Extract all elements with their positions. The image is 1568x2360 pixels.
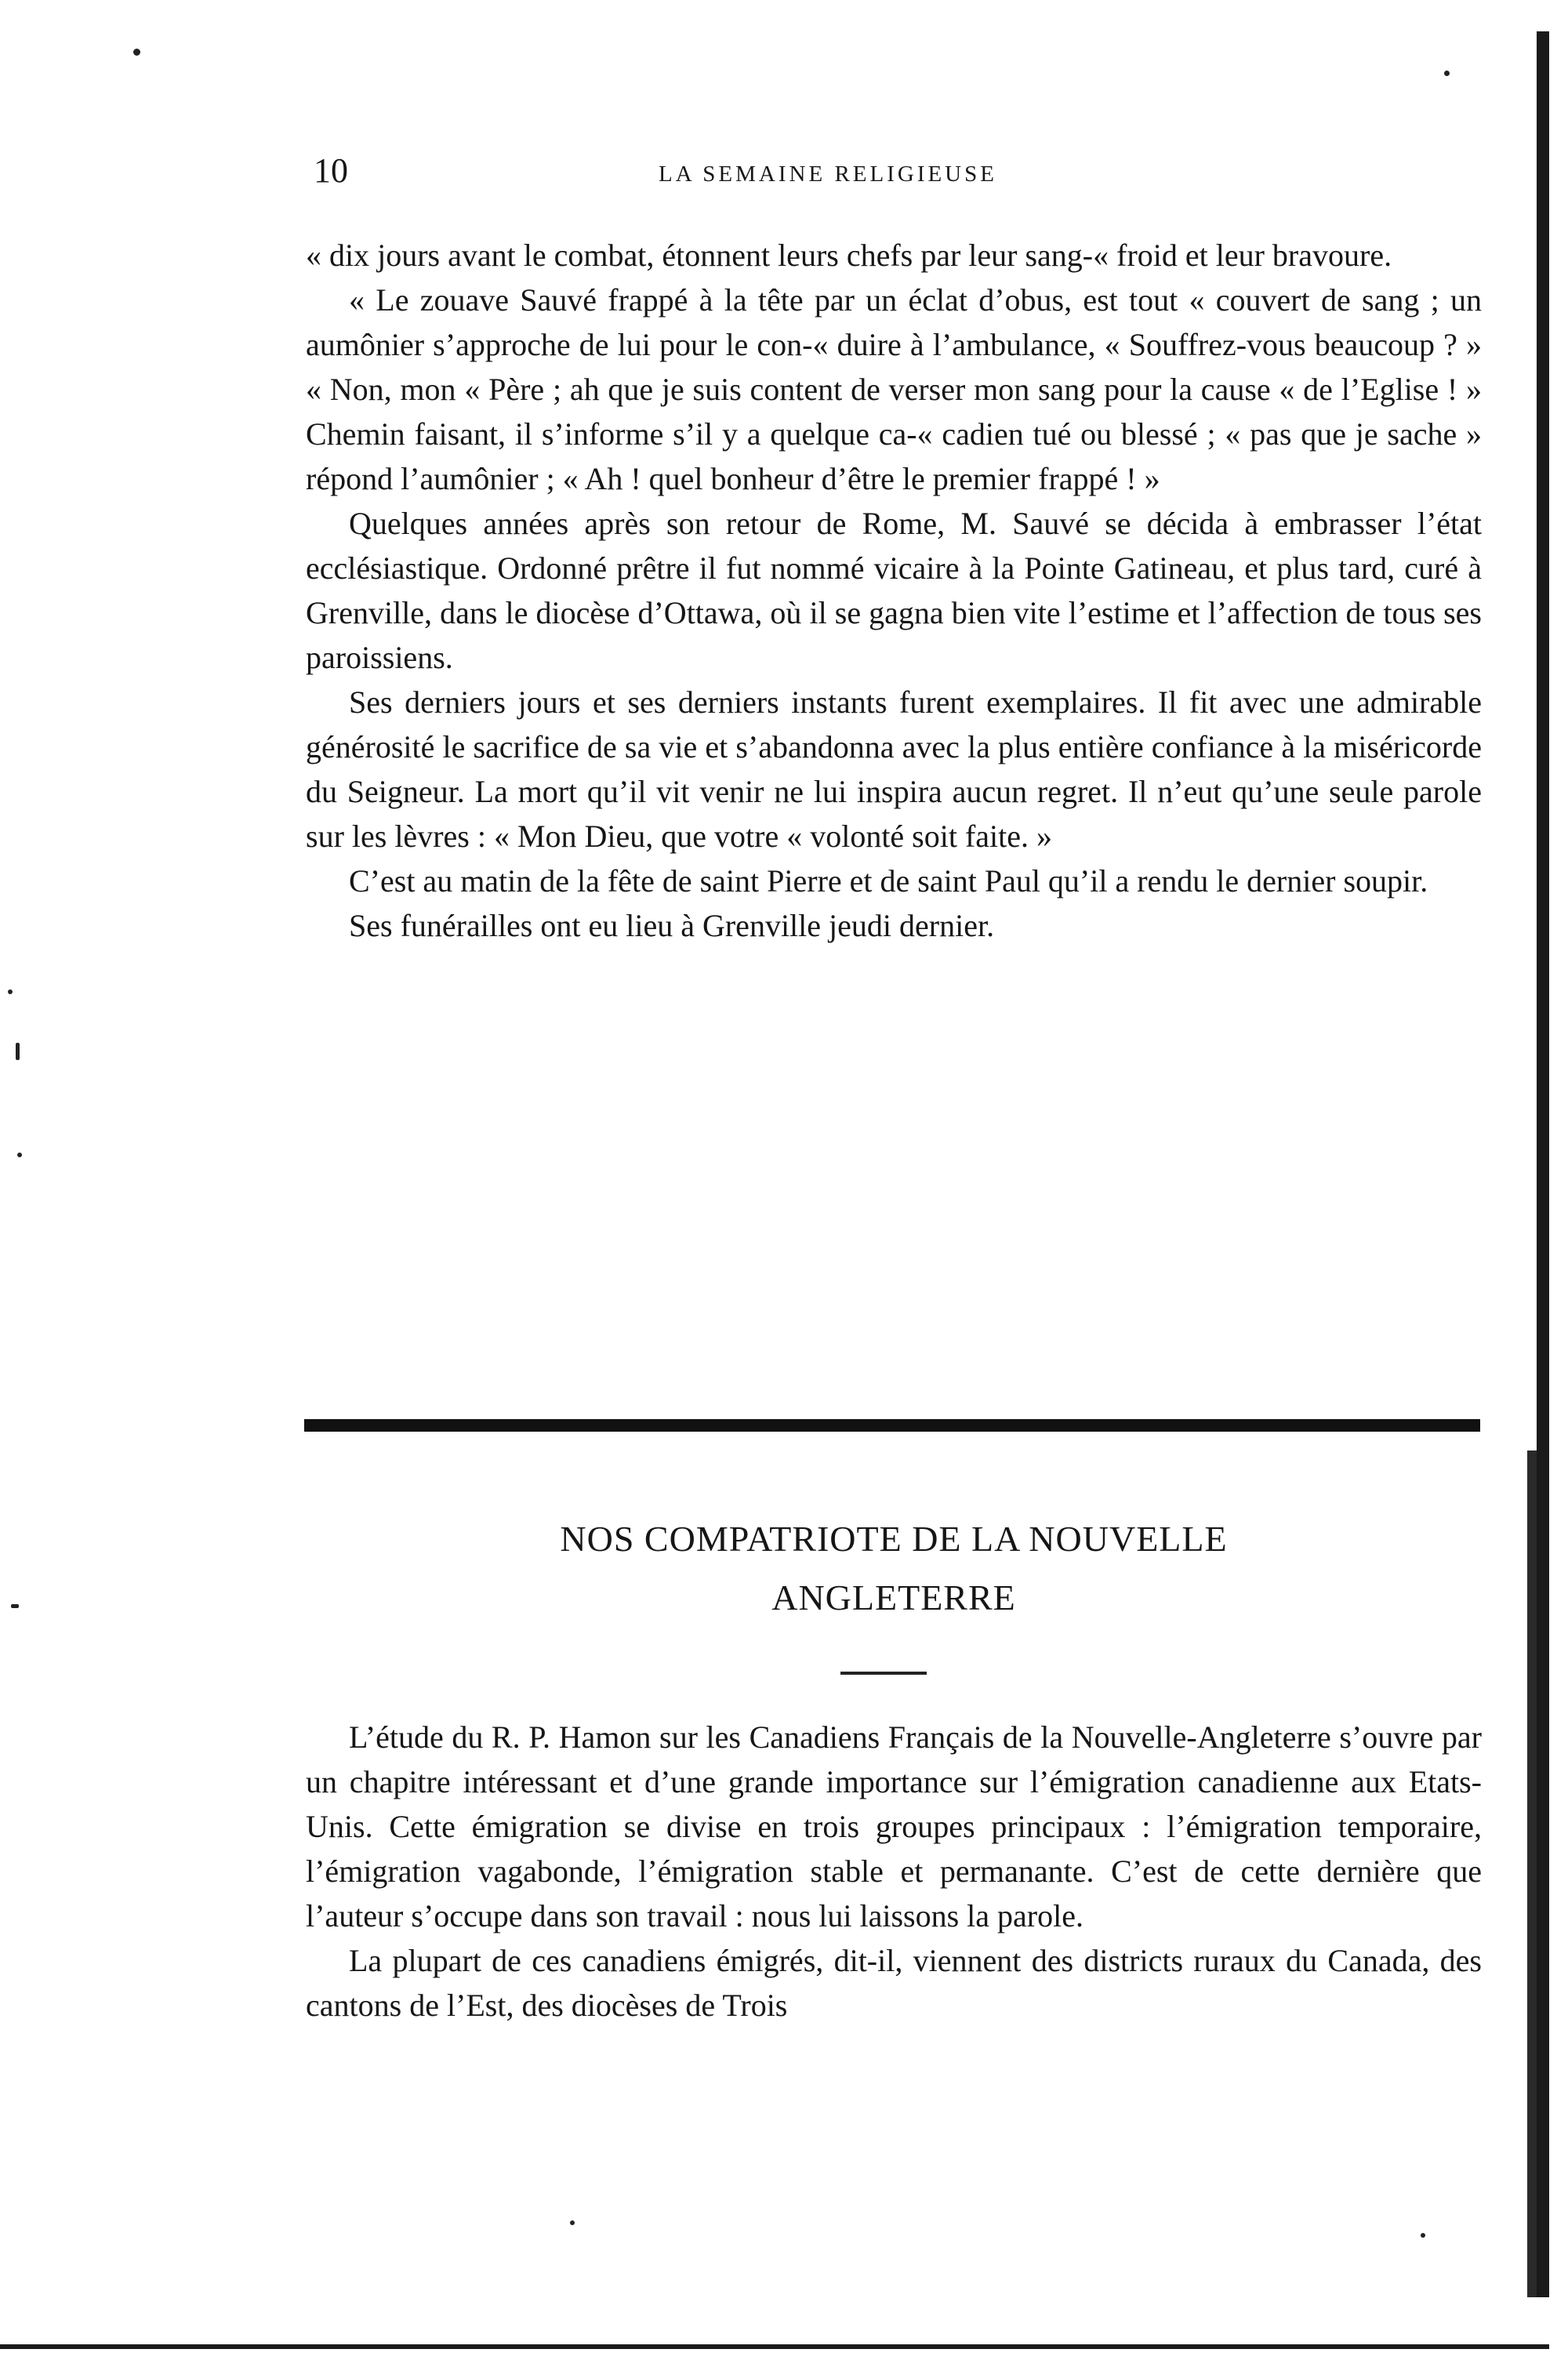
new-article-body <box>306 1715 1482 2028</box>
article-title-line: NOS COMPATRIOTE DE LA NOUVELLE <box>560 1519 1228 1559</box>
print-speck <box>17 1153 22 1157</box>
continued-article <box>306 233 1482 948</box>
page-edge-shadow-right <box>1537 31 1549 2297</box>
article-paragraph: C’est au matin de la fête de saint Pierre et de saint Paul qu’il a rendu le dernier soupir. <box>349 863 1428 899</box>
section-divider-rule <box>304 1419 1480 1432</box>
article-paragraph: La plupart de ces canadiens émigrés, dit-il, viennent des districts ruraux du Canada, des cantons de l’Est, des diocèses de Trois <box>306 1943 1482 2023</box>
article-title-line: ANGLETERRE <box>771 1578 1016 1618</box>
page-number: 10 <box>314 151 348 190</box>
print-speck <box>1421 2233 1425 2238</box>
page-header <box>314 147 1482 194</box>
article-paragraph: Quelques années après son retour de Rome, M. Sauvé se décida à embrasser l’état ecclésiastique. Ordonné prêtre il fut nommé vicaire à la Pointe Gatineau, et plus tard, curé à Grenville, dans le diocèse d’Ottawa, où il se gagna bien vite l’estime et l’affection de tous ses paroissiens. <box>306 506 1482 675</box>
article-paragraph: L’étude du R. P. Hamon sur les Canadiens Français de la Nouvelle-Angleterre s’ouvre par un chapitre intéressant et d’une grande importance sur l’émigration canadienne aux Etats-Unis. Cette émigration se divise en trois groupes principaux : l’émigration temporaire, l’émigration vagabonde, l’émigration stable et permanante. C’est de cette dernière que l’auteur s’occupe dans son travail : nous lui laissons la parole. <box>306 1719 1482 1933</box>
page-edge-shadow-bottom <box>0 2344 1549 2349</box>
print-speck <box>570 2220 575 2225</box>
print-speck <box>133 49 140 56</box>
article-paragraph: Ses derniers jours et ses derniers instants furent exemplaires. Il fit avec une admirable générosité le sacrifice de sa vie et s’abandonna avec la plus entière confiance à la miséricorde du Seigneur. La mort qu’il vit venir ne lui inspira aucun regret. Il n’eut qu’une seule parole sur les lèvres : « Mon Dieu, que votre « volonté soit faite. » <box>306 684 1482 854</box>
title-underline-rule <box>840 1672 927 1675</box>
article-paragraph: Ses funérailles ont eu lieu à Grenville jeudi dernier. <box>349 908 995 943</box>
page-edge-shadow-right-inner <box>1527 1450 1537 2297</box>
print-speck <box>1444 71 1450 76</box>
article-paragraph: « dix jours avant le combat, étonnent leurs chefs par leur sang-« froid et leur bravoure. <box>306 238 1392 273</box>
print-speck <box>16 1043 20 1060</box>
article-paragraph: « Le zouave Sauvé frappé à la tête par un éclat d’obus, est tout « couvert de sang ; un aumônier s’approche de lui pour le con-« duire à l’ambulance, « Souffrez-vous beaucoup ? » « Non, mon « Père ; ah que je suis content de verser mon sang pour la cause « de l’Eglise ! » Chemin faisant, il s’informe s’il y a quelque ca-« cadien tué ou blessé ; « pas que je sache » répond l’aumônier ; « Ah ! quel bonheur d’être le premier frappé ! » <box>306 282 1482 496</box>
article-title <box>306 1509 1482 1627</box>
print-speck <box>8 989 13 994</box>
print-speck <box>11 1604 19 1608</box>
running-head: LA SEMAINE RELIGIEUSE <box>659 162 997 187</box>
